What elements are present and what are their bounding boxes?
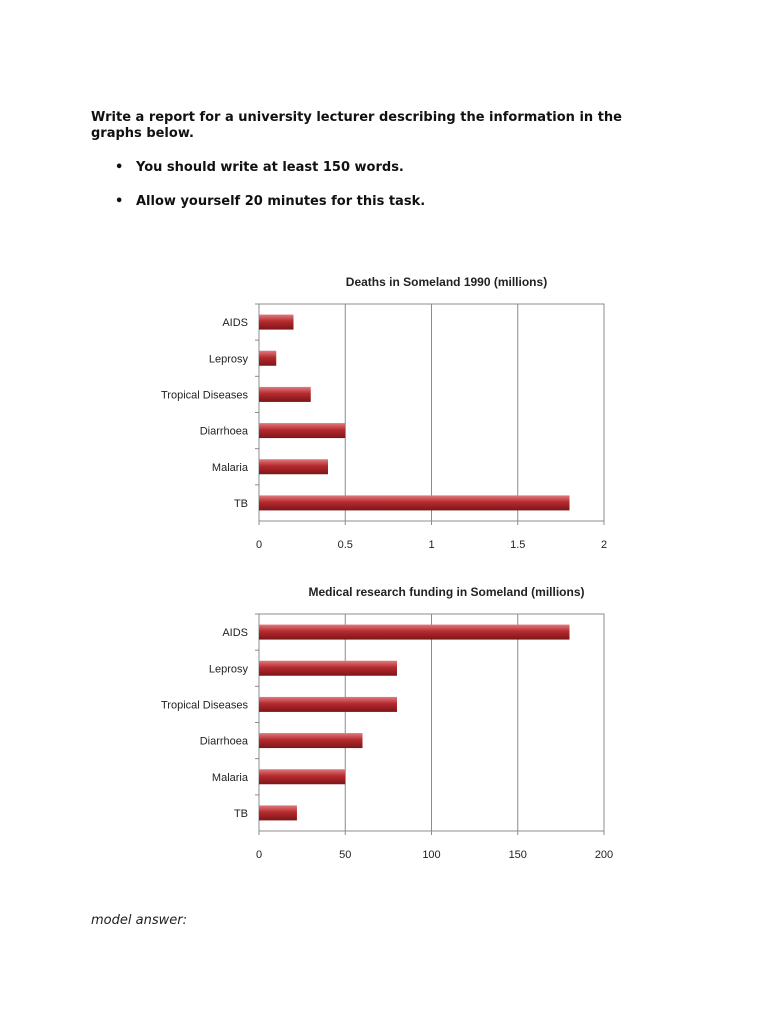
bar <box>259 387 311 402</box>
x-tick-label: 2 <box>600 539 608 551</box>
task-instructions: Write a report for a university lecturer describing the information in the graphs below. <box>91 110 622 141</box>
x-tick-label: 100 <box>422 849 441 861</box>
bar <box>259 697 397 712</box>
bar <box>259 423 345 438</box>
category-label: TB <box>233 807 248 820</box>
x-tick-label: 1.5 <box>510 539 526 551</box>
category-label: Leprosy <box>208 353 248 366</box>
bullet-icon: • <box>115 194 124 209</box>
chart-title: Medical research funding in Someland (millions) <box>308 585 585 599</box>
bar <box>259 459 328 474</box>
x-tick-label: 50 <box>339 849 352 861</box>
category-label: Leprosy <box>208 663 248 676</box>
bar <box>259 625 570 640</box>
bar <box>259 315 294 330</box>
bar <box>259 495 570 510</box>
requirement-text: Allow yourself 20 minutes for this task. <box>136 194 426 209</box>
category-label: Diarrhoea <box>199 735 248 748</box>
x-tick-label: 1 <box>428 539 435 551</box>
category-label: Diarrhoea <box>199 425 248 438</box>
requirement-word-count <box>91 160 651 176</box>
requirement-time-limit <box>91 194 651 210</box>
category-label: AIDS <box>222 317 248 330</box>
x-tick-label: 200 <box>594 849 614 861</box>
category-label: Tropical Diseases <box>160 389 248 402</box>
requirement-text: You should write at least 150 words. <box>136 160 404 175</box>
bar <box>259 351 276 366</box>
category-label: AIDS <box>222 627 248 640</box>
x-tick-label: 0.5 <box>337 539 353 551</box>
x-tick-label: 0 <box>255 539 263 551</box>
x-tick-label: 0 <box>255 849 263 861</box>
bar <box>259 769 345 784</box>
bullet-icon: • <box>115 160 124 175</box>
category-label: Tropical Diseases <box>160 699 248 712</box>
bar <box>259 733 363 748</box>
bar <box>259 661 397 676</box>
category-label: TB <box>233 497 248 510</box>
task-requirements-list <box>91 160 651 228</box>
x-tick-label: 150 <box>508 849 527 861</box>
deaths-chart <box>130 268 630 558</box>
category-label: Malaria <box>211 461 248 474</box>
chart-title: Deaths in Someland 1990 (millions) <box>345 275 548 289</box>
model-answer-label: model answer: <box>91 913 187 928</box>
category-label: Malaria <box>211 771 248 784</box>
research-funding-chart <box>130 578 630 868</box>
bar <box>259 805 297 820</box>
